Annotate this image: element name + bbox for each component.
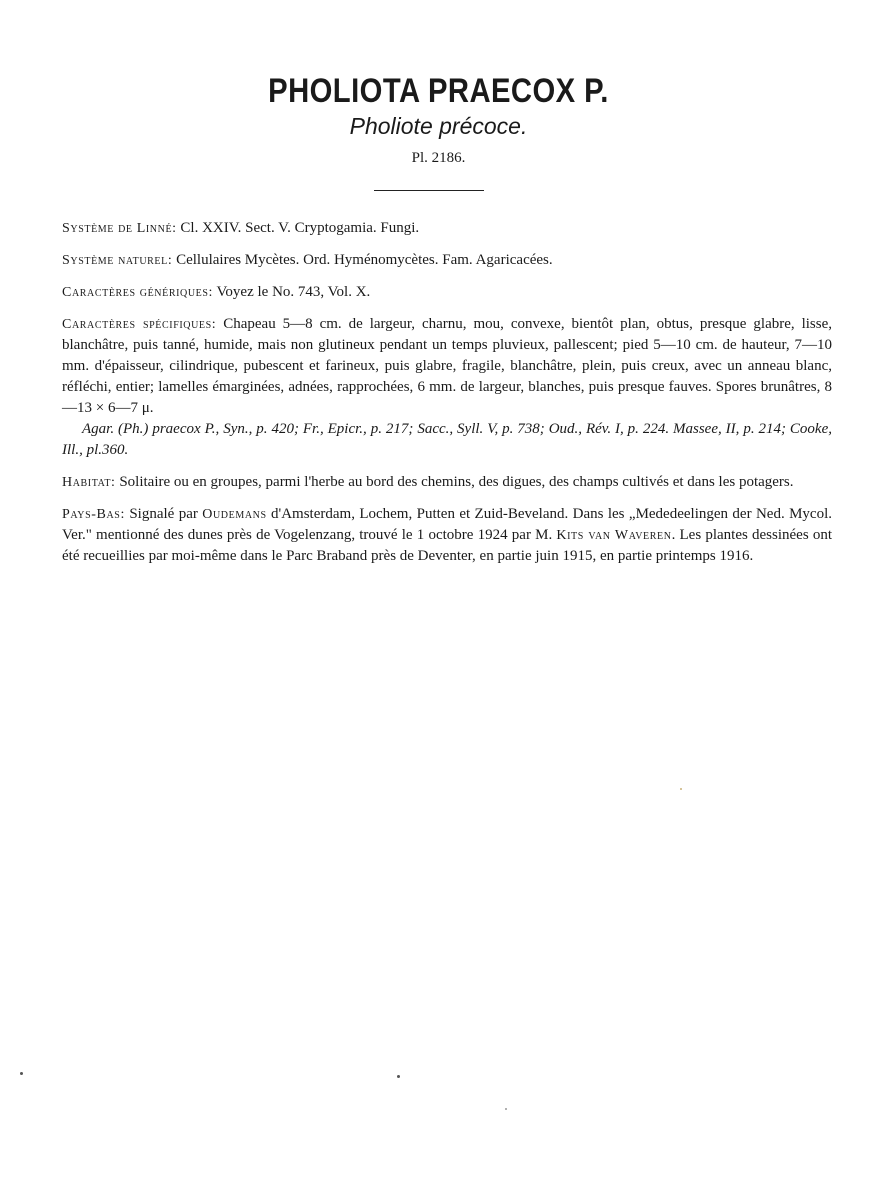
naturel-paragraph	[62, 250, 832, 271]
paper-speck	[680, 788, 682, 790]
specifiques-label: Caractères spécifiques:	[62, 317, 217, 332]
paysbas-author-name: Oudemans	[202, 507, 267, 522]
species-common-name: Pholiote précoce.	[349, 113, 528, 139]
naturel-text: Cellulaires Mycètes. Ord. Hyménomycètes. Fam. Agaricacées.	[172, 252, 553, 268]
habitat-paragraph	[62, 472, 832, 493]
plate-number: Pl. 2186.	[411, 150, 466, 166]
habitat-label: Habitat:	[62, 475, 116, 490]
generiques-label: Caractères génériques:	[62, 285, 214, 300]
paper-speck	[505, 1108, 507, 1110]
paper-speck	[20, 1072, 23, 1075]
linne-text: Cl. XXIV. Sect. V. Cryptogamia. Fungi.	[176, 220, 420, 236]
paysbas-collector-name: Kits van Waveren	[556, 528, 672, 543]
paysbas-text-2: d'Amsterdam, Lochem, Putten et Zuid-Beveland. Dans les „Mededeelingen der Ned. Mycol. Ver." mentionné des dunes près de Vogelenzang, trouvé le 1 octobre 1924 par M.	[62, 506, 832, 543]
specifiques-paragraph	[62, 314, 832, 419]
references-paragraph: Agar. (Ph.) praecox P., Syn., p. 420; Fr., Epicr., p. 217; Sacc., Syll. V, p. 738; Oud., Rév. I, p. 224. Massee, II, p. 214; Cooke, Ill., pl.360.	[62, 421, 832, 458]
paysbas-paragraph	[62, 504, 832, 567]
title-divider	[374, 190, 484, 191]
species-title: PHOLIOTA PRAECOX P.	[268, 72, 609, 110]
generiques-paragraph	[62, 282, 832, 303]
description-body	[62, 218, 832, 578]
naturel-label: Système naturel:	[62, 253, 173, 268]
linne-paragraph	[62, 218, 832, 239]
habitat-text: Solitaire ou en groupes, parmi l'herbe au bord des chemins, des digues, des champs cultivés et dans les potagers.	[115, 474, 794, 490]
generiques-text: Voyez le No. 743, Vol. X.	[213, 284, 371, 300]
paysbas-text-3: . Les plantes dessinées ont été recueillies par moi-même dans le Parc Braband près de Deventer, en partie juin 1915, en partie printemps 1916.	[62, 527, 832, 564]
paysbas-label: Pays-Bas:	[62, 507, 125, 522]
linne-label: Système de Linné:	[62, 221, 177, 236]
paper-speck	[397, 1075, 400, 1078]
paysbas-text-1: Signalé par	[124, 506, 203, 522]
specifiques-text: Chapeau 5—8 cm. de largeur, charnu, mou, convexe, bientôt plan, obtus, presque glabre, lisse, blanchâtre, puis tanné, humide, mais non glutineux pendant un temps pluvieux, pallescent; pied 5—10 cm. de hauteur, 7—10 mm. d'épaisseur, cilindrique, pubescent et farineux, puis glabre, fragile, blanchâtre, plein, puis creux, avec un anneau blanc, réfléchi, entier; lamelles émarginées, adnées, rapprochées, 6 mm. de largeur, blanches, puis presque fauves. Spores brunâtres, 8—13 × 6—7 μ.	[62, 316, 832, 416]
